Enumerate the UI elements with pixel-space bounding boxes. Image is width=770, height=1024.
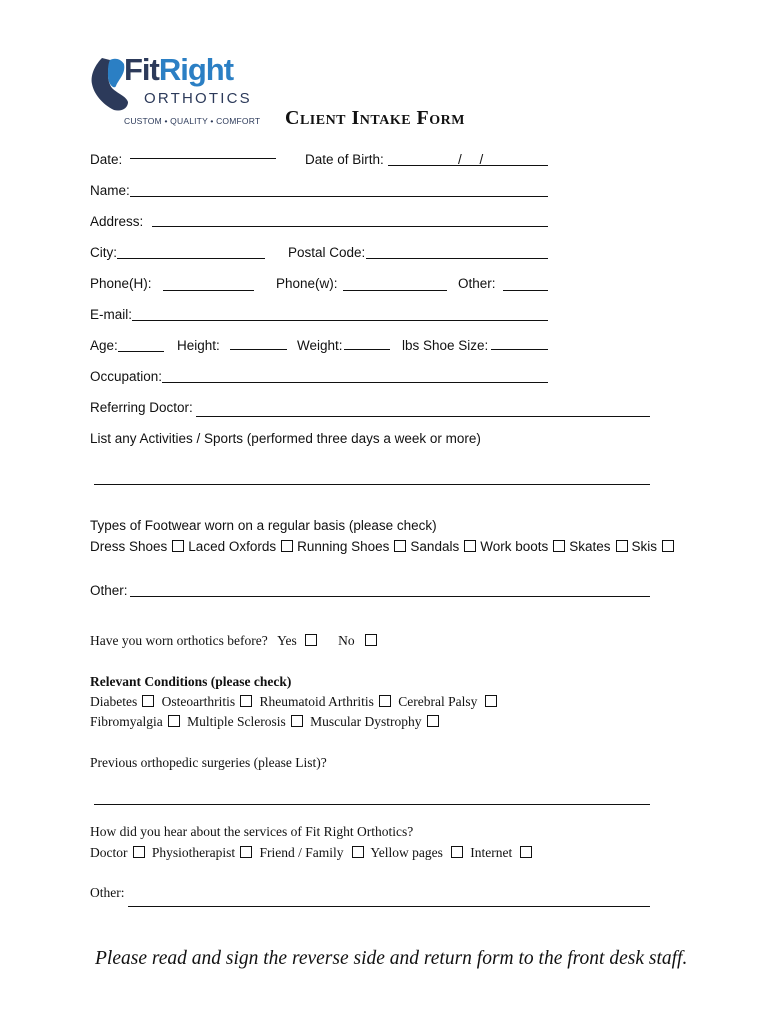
referral-other-field[interactable] <box>128 906 650 907</box>
conditions-row-1 <box>90 694 501 710</box>
orthotics-question-row <box>90 633 381 649</box>
other-phone-field[interactable] <box>503 290 548 291</box>
footwear-option-label: Running Shoes <box>297 539 390 554</box>
name-label: Name: <box>90 183 130 198</box>
footwear-running-shoes-checkbox[interactable] <box>394 540 406 552</box>
condition-osteoarthritis-checkbox[interactable] <box>240 695 252 707</box>
city-field[interactable] <box>117 258 265 259</box>
condition-label: Multiple Sclerosis <box>187 714 286 729</box>
conditions-heading: Relevant Conditions (please check) <box>90 674 292 689</box>
referral-option-label: Friend / Family <box>259 845 344 860</box>
email-label: E-mail: <box>90 307 133 322</box>
referral-option-label: Doctor <box>90 845 128 860</box>
footwear-laced-oxfords-checkbox[interactable] <box>281 540 293 552</box>
footwear-option-label: Dress Shoes <box>90 539 168 554</box>
condition-label: Rheumatoid Arthritis <box>259 694 374 709</box>
referral-option-label: Physiotherapist <box>151 845 236 860</box>
occupation-field[interactable] <box>162 382 548 383</box>
address-label: Address: <box>90 214 144 229</box>
footwear-dress-shoes-checkbox[interactable] <box>172 540 184 552</box>
condition-label: Diabetes <box>90 694 138 709</box>
logo-brand-fit: Fit <box>124 52 159 87</box>
condition-label: Osteoarthritis <box>161 694 236 709</box>
surgeries-field[interactable] <box>94 804 650 805</box>
condition-rheumatoid-arthritis-checkbox[interactable] <box>379 695 391 707</box>
orthotics-yes-label: Yes <box>277 633 297 648</box>
postal-label: Postal Code: <box>288 245 366 260</box>
footwear-option-label: Skates <box>569 539 611 554</box>
logo <box>88 50 268 130</box>
dob-separator: / / <box>458 152 484 167</box>
dob-label: Date of Birth: <box>305 152 384 167</box>
referral-yellow-pages-checkbox[interactable] <box>451 846 463 858</box>
orthotics-no-label: No <box>338 633 355 648</box>
logo-brand-right: Right <box>158 52 234 87</box>
city-label: City: <box>90 245 117 260</box>
condition-fibromyalgia-checkbox[interactable] <box>168 715 180 727</box>
date-label: Date: <box>90 152 123 167</box>
height-field[interactable] <box>230 349 287 350</box>
shoe-size-label: lbs Shoe Size: <box>402 338 489 353</box>
postal-field[interactable] <box>366 258 548 259</box>
condition-label: Muscular Dystrophy <box>310 714 422 729</box>
phone-work-label: Phone(w): <box>276 276 338 291</box>
activities-field[interactable] <box>94 484 650 485</box>
condition-multiple-sclerosis-checkbox[interactable] <box>291 715 303 727</box>
date-field[interactable] <box>130 158 276 159</box>
referral-other-label: Other: <box>90 885 125 900</box>
referring-doctor-label: Referring Doctor: <box>90 400 193 415</box>
logo-tagline: CUSTOM • QUALITY • COMFORT <box>124 116 261 126</box>
phone-home-label: Phone(H): <box>90 276 152 291</box>
footwear-options <box>90 539 678 554</box>
phone-home-field[interactable] <box>163 290 254 291</box>
footwear-option-label: Skis <box>631 539 658 554</box>
shoe-size-field[interactable] <box>491 349 548 350</box>
condition-diabetes-checkbox[interactable] <box>142 695 154 707</box>
weight-field[interactable] <box>344 349 390 350</box>
footwear-option-label: Laced Oxfords <box>188 539 277 554</box>
age-label: Age: <box>90 338 118 353</box>
logo-subtitle: ORTHOTICS <box>144 90 252 107</box>
weight-label: Weight: <box>297 338 343 353</box>
name-field[interactable] <box>130 196 548 197</box>
referral-option-label: Internet <box>470 845 513 860</box>
surgeries-question: Previous orthopedic surgeries (please List)? <box>90 755 327 770</box>
occupation-label: Occupation: <box>90 369 163 384</box>
conditions-row-2 <box>90 714 443 730</box>
referral-question: How did you hear about the services of Fit Right Orthotics? <box>90 824 414 839</box>
condition-label: Fibromyalgia <box>90 714 163 729</box>
other-phone-label: Other: <box>458 276 496 291</box>
footer-instruction: Please read and sign the reverse side and return form to the front desk staff. <box>95 948 688 969</box>
condition-cerebral-palsy-checkbox[interactable] <box>485 695 497 707</box>
condition-label: Cerebral Palsy <box>398 694 478 709</box>
referring-doctor-field[interactable] <box>196 416 650 417</box>
age-field[interactable] <box>118 351 164 352</box>
footwear-skates-checkbox[interactable] <box>616 540 628 552</box>
footwear-other-label: Other: <box>90 583 128 598</box>
activities-label: List any Activities / Sports (performed three days a week or more) <box>90 431 481 446</box>
orthotics-yes-checkbox[interactable] <box>305 634 317 646</box>
email-field[interactable] <box>132 320 548 321</box>
footwear-option-label: Work boots <box>480 539 549 554</box>
orthotics-question: Have you worn orthotics before? <box>90 633 268 648</box>
referral-physiotherapist-checkbox[interactable] <box>240 846 252 858</box>
phone-work-field[interactable] <box>343 290 447 291</box>
height-label: Height: <box>177 338 220 353</box>
footwear-skis-checkbox[interactable] <box>662 540 674 552</box>
footwear-question: Types of Footwear worn on a regular basis (please check) <box>90 518 437 533</box>
referral-friend-family-checkbox[interactable] <box>352 846 364 858</box>
condition-muscular-dystrophy-checkbox[interactable] <box>427 715 439 727</box>
form-title: Client Intake Form <box>285 107 465 129</box>
address-field[interactable] <box>152 226 548 227</box>
referral-internet-checkbox[interactable] <box>520 846 532 858</box>
footwear-other-field[interactable] <box>130 596 650 597</box>
footwear-option-label: Sandals <box>410 539 460 554</box>
footwear-work-boots-checkbox[interactable] <box>553 540 565 552</box>
footwear-sandals-checkbox[interactable] <box>464 540 476 552</box>
referral-options <box>90 845 536 861</box>
referral-option-label: Yellow pages <box>370 845 443 860</box>
orthotics-no-checkbox[interactable] <box>365 634 377 646</box>
referral-doctor-checkbox[interactable] <box>133 846 145 858</box>
